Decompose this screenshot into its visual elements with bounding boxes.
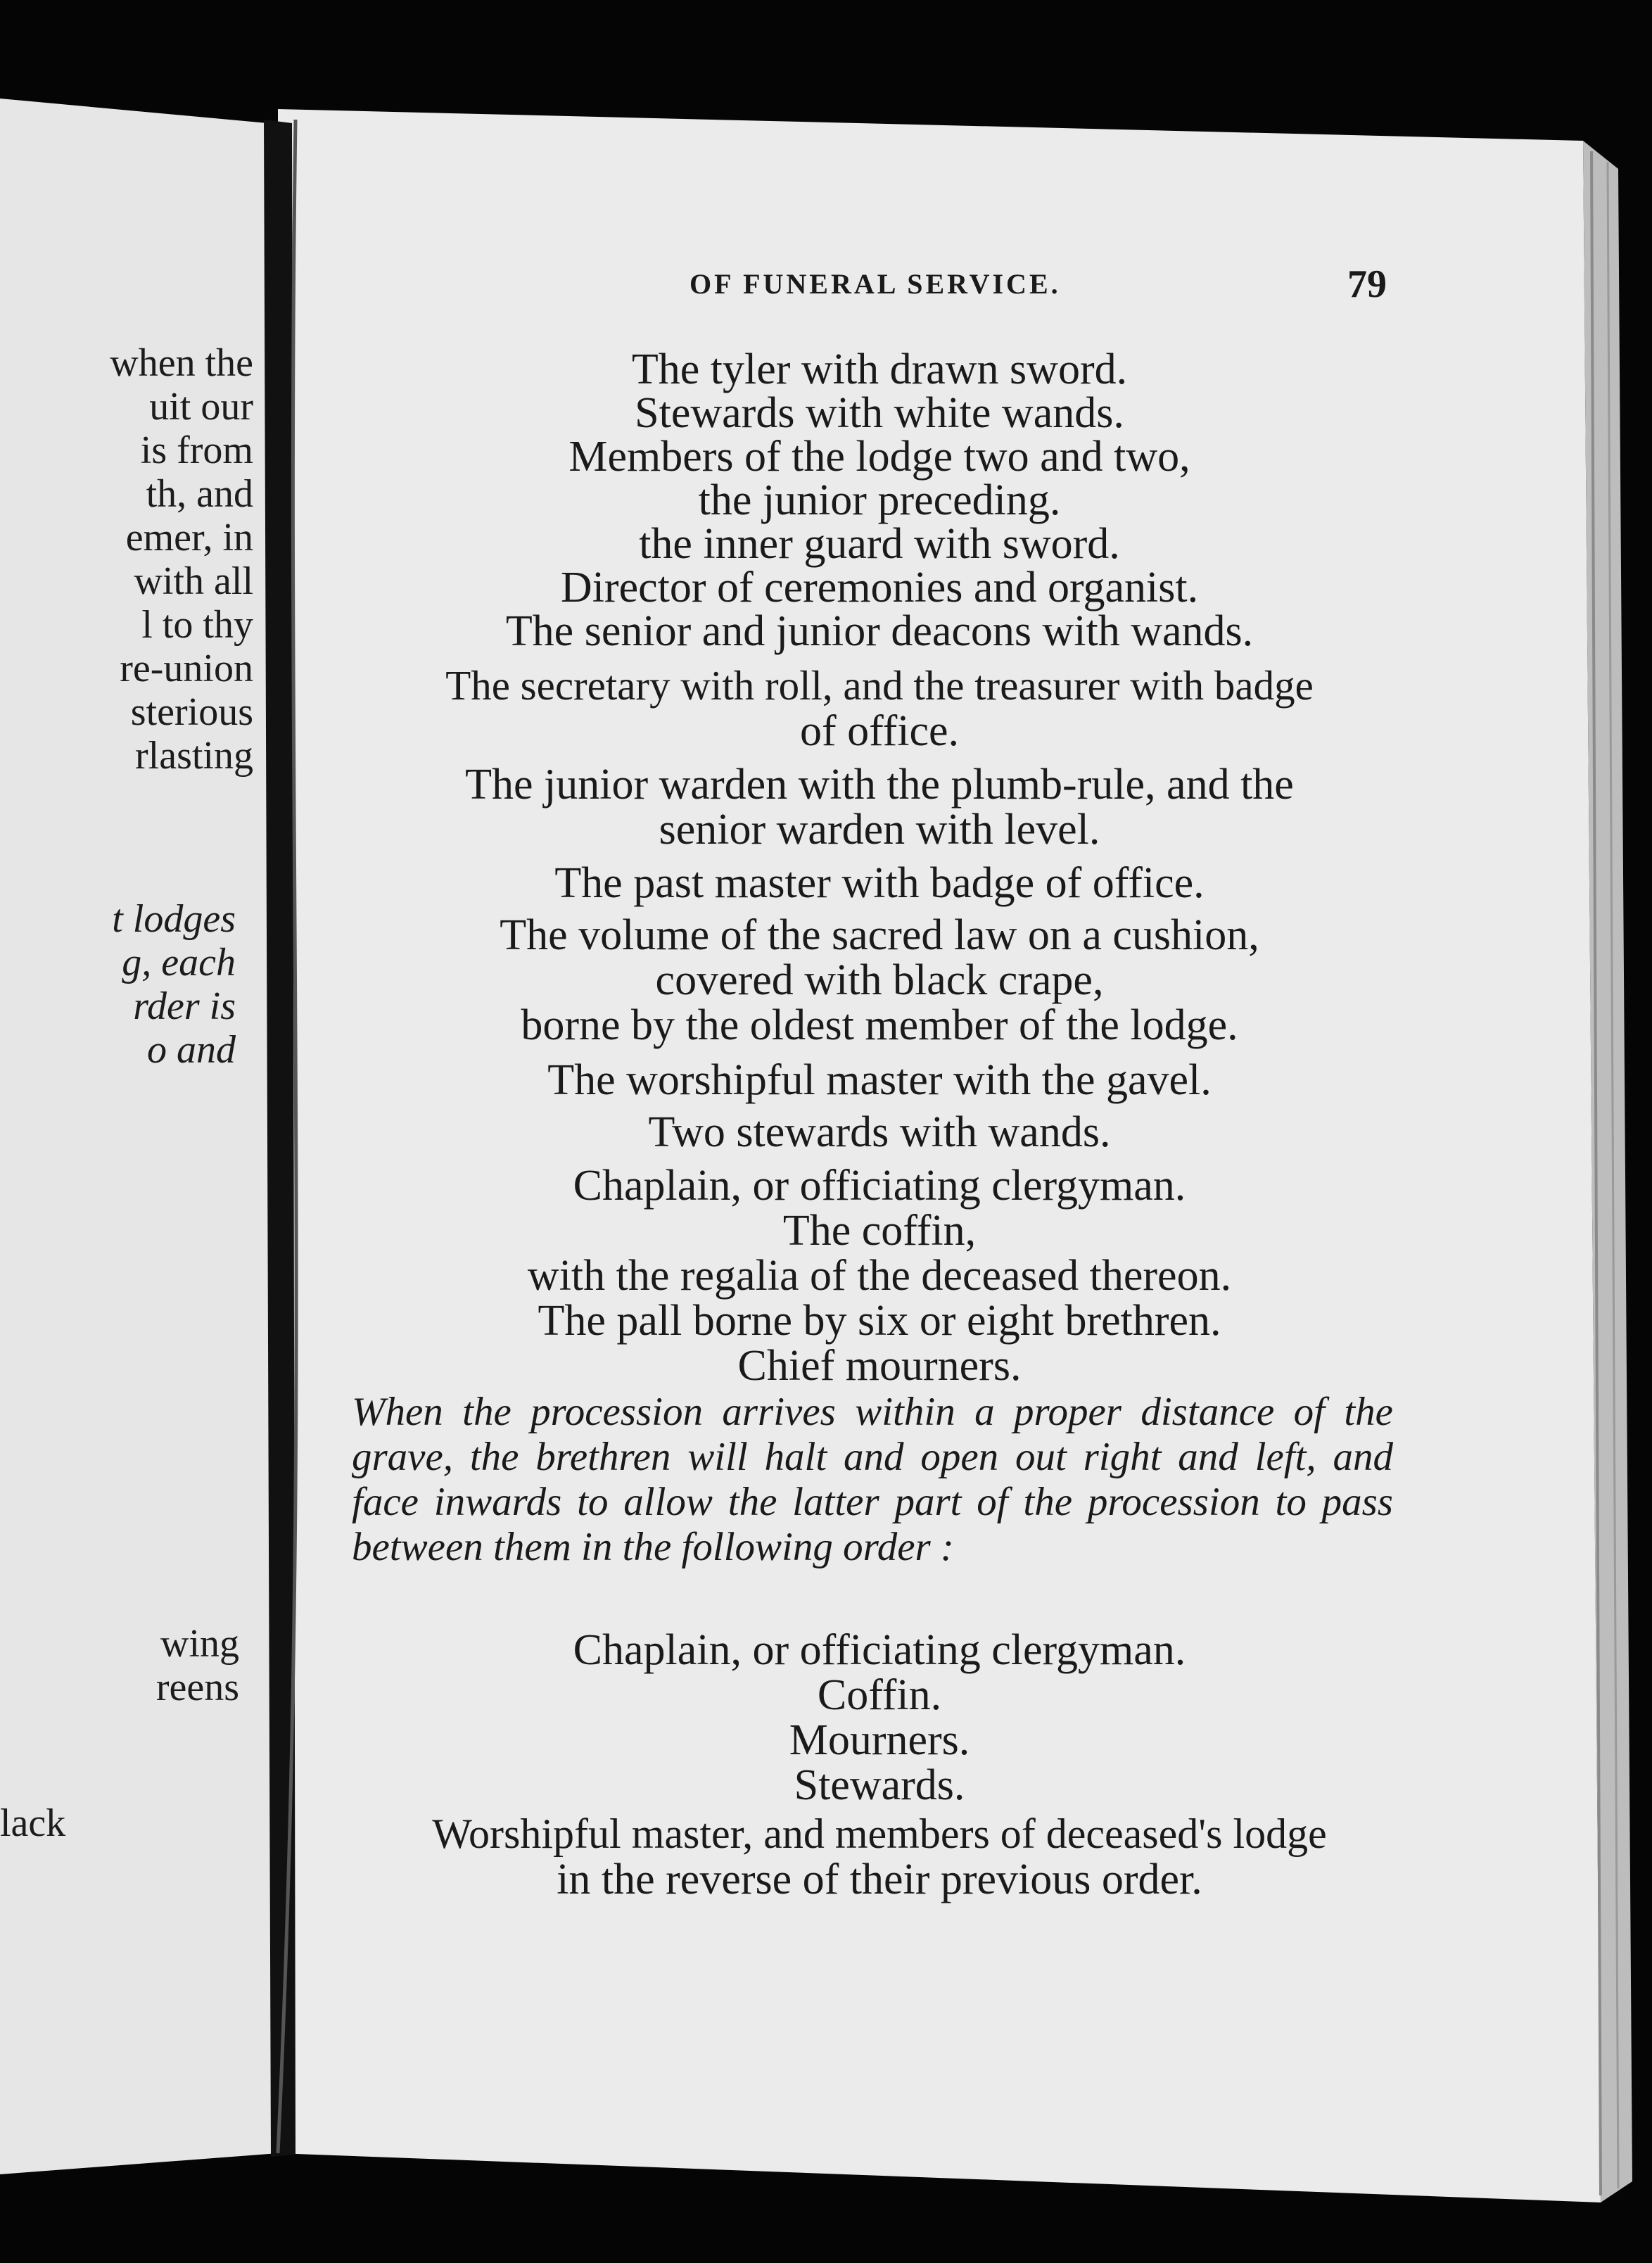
running-head: OF FUNERAL SERVICE. — [690, 268, 1061, 300]
procession-line: The worshipful master with the gavel. — [547, 1056, 1212, 1104]
order-line: Worshipful master, and members of deceased's lodge — [432, 1811, 1327, 1857]
left-line: when the — [110, 341, 253, 385]
order-line: Chaplain, or officiating clergyman. — [573, 1626, 1186, 1674]
left-italic-line: t lodges — [112, 897, 236, 941]
left-line: wing — [160, 1622, 239, 1666]
procession-line: the inner guard with sword. — [639, 520, 1120, 568]
left-line: with all — [134, 559, 253, 603]
order-line: in the reverse of their previous order. — [557, 1856, 1202, 1903]
procession-line: Members of the lodge two and two, — [568, 433, 1190, 481]
order-line: Mourners. — [789, 1716, 970, 1764]
left-line: th, and — [146, 472, 253, 516]
procession-line: Stewards with white wands. — [635, 389, 1124, 437]
page-79 — [267, 0, 1506, 2263]
left-line: is from — [140, 429, 253, 472]
procession-line: The past master with badge of office. — [554, 859, 1205, 907]
procession-line: covered with black crape, — [655, 956, 1104, 1004]
order-line: Stewards. — [794, 1761, 965, 1809]
left-line: re-union — [120, 647, 253, 690]
procession-line: Chaplain, or officiating clergyman. — [573, 1162, 1186, 1210]
order-line: Coffin. — [817, 1671, 942, 1719]
procession-line: the junior preceding. — [698, 476, 1061, 524]
instruction-paragraph: When the procession arrives within a proper distance of the grave, the brethren will halt and open out right and left, and face inwards to allow the latter part of the procession to pass between them in the following order : — [352, 1390, 1393, 1569]
procession-line: Chief mourners. — [737, 1342, 1022, 1390]
procession-line: The tyler with drawn sword. — [631, 346, 1128, 393]
procession-line: The senior and junior deacons with wands. — [505, 607, 1254, 655]
procession-line: Director of ceremonies and organist. — [560, 564, 1199, 611]
procession-line: The secretary with roll, and the treasurer with badge — [445, 662, 1314, 709]
procession-line: of office. — [799, 707, 960, 755]
left-line: l to thy — [141, 603, 253, 647]
procession-line: borne by the oldest member of the lodge. — [521, 1001, 1238, 1049]
procession-line: senior warden with level. — [659, 806, 1100, 854]
procession-line: with the regalia of the deceased thereon. — [527, 1252, 1232, 1300]
left-line: rlasting — [135, 734, 253, 778]
left-line: lack — [0, 1801, 66, 1845]
left-line: uit our — [149, 385, 253, 429]
procession-line: The pall borne by six or eight brethren. — [538, 1297, 1221, 1345]
left-italic-line: o and — [147, 1028, 236, 1072]
procession-line: The coffin, — [782, 1207, 977, 1255]
left-line: reens — [155, 1666, 239, 1709]
left-line: sterious — [130, 690, 253, 734]
page-number: 79 — [1347, 262, 1387, 306]
procession-line: The junior warden with the plumb-rule, and the — [465, 761, 1294, 809]
left-italic-line: rder is — [133, 984, 236, 1028]
left-line: emer, in — [125, 516, 253, 559]
left-italic-line: g, each — [122, 941, 236, 984]
procession-line: The volume of the sacred law on a cushion, — [500, 911, 1259, 959]
procession-line: Two stewards with wands. — [648, 1108, 1111, 1156]
